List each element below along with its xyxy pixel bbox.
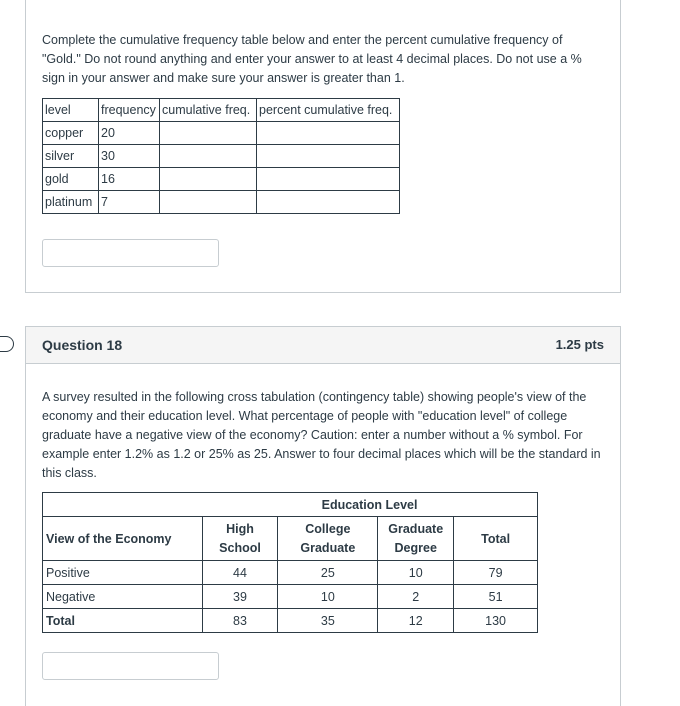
percent-cumulative-freq-cell: [257, 168, 400, 191]
percent-cumulative-freq-cell: [257, 191, 400, 214]
table-row: [43, 168, 400, 191]
cell-value: 10: [278, 585, 378, 609]
frequency-cell: 7: [99, 191, 160, 214]
cell-value: 83: [202, 609, 278, 633]
cumulative-freq-cell: [160, 145, 257, 168]
question-points: 1.25 pts: [555, 337, 604, 352]
level-cell: platinum: [43, 191, 99, 214]
header-percent-cumulative-freq: percent cumulative freq.: [257, 99, 400, 122]
level-cell: gold: [43, 168, 99, 191]
contingency-table: [42, 492, 538, 633]
frequency-cell: 30: [99, 145, 160, 168]
question-17-card: [25, 0, 621, 293]
row-label-positive: Positive: [43, 561, 203, 585]
cumulative-freq-cell: [160, 122, 257, 145]
cell-value: 51: [454, 585, 538, 609]
percent-cumulative-freq-cell: [257, 122, 400, 145]
percent-cumulative-freq-cell: [257, 145, 400, 168]
question-17-prompt: Complete the cumulative frequency table below and enter the percent cumulative frequency of "Gold." Do not round anything and enter your answer to at least 4 decimal places. Do not use a % sign in your answer and make sure your answer is greater than 1.: [42, 33, 582, 85]
question-title: Question 18: [42, 337, 123, 353]
cell-value: 130: [454, 609, 538, 633]
cell-value: 10: [378, 561, 454, 585]
row-label-negative: Negative: [43, 585, 203, 609]
header-high-school: High School: [202, 517, 278, 561]
cell-value: 2: [378, 585, 454, 609]
question-18-answer-input[interactable]: [42, 652, 219, 680]
cell-value: 35: [278, 609, 378, 633]
table-row: [43, 122, 400, 145]
level-cell: copper: [43, 122, 99, 145]
row-label-total: Total: [43, 609, 203, 633]
header-level: level: [43, 99, 99, 122]
group-header-row: [43, 493, 538, 517]
level-cell: silver: [43, 145, 99, 168]
header-frequency: frequency: [99, 99, 160, 122]
header-graduate-degree: Graduate Degree: [378, 517, 454, 561]
question-17-answer-input[interactable]: [42, 239, 219, 267]
cell-value: 25: [278, 561, 378, 585]
cumulative-freq-cell: [160, 168, 257, 191]
table-header-row: [43, 99, 400, 122]
header-total: Total: [454, 517, 538, 561]
cell-value: 39: [202, 585, 278, 609]
frequency-cell: 20: [99, 122, 160, 145]
cell-value: 44: [202, 561, 278, 585]
question-18-card: [25, 326, 621, 706]
table-row: [43, 145, 400, 168]
frequency-cell: 16: [99, 168, 160, 191]
header-cumulative-freq: cumulative freq.: [160, 99, 257, 122]
question-flag-icon[interactable]: [0, 336, 14, 352]
cumulative-freq-cell: [160, 191, 257, 214]
cell-value: 12: [378, 609, 454, 633]
table-row: [43, 191, 400, 214]
table-row: [43, 609, 538, 633]
header-college-graduate: College Graduate: [278, 517, 378, 561]
question-18-prompt: A survey resulted in the following cross tabulation (contingency table) showing people's view of the economy and their education level. What percentage of people with "education level" of college graduate have a negative view of the economy? Caution: enter a number without a % symbol. For example enter 1.2% as 1.2 or 25% as 25. Answer to four decimal places which will be the standard in this class.: [42, 390, 601, 480]
cumulative-frequency-table: [42, 98, 400, 214]
cell-value: 79: [454, 561, 538, 585]
table-row: [43, 561, 538, 585]
education-level-header: Education Level: [202, 493, 537, 517]
table-row: [43, 585, 538, 609]
column-header-row: [43, 517, 538, 561]
view-of-economy-header: View of the Economy: [43, 517, 203, 561]
question-18-header: [26, 327, 620, 364]
